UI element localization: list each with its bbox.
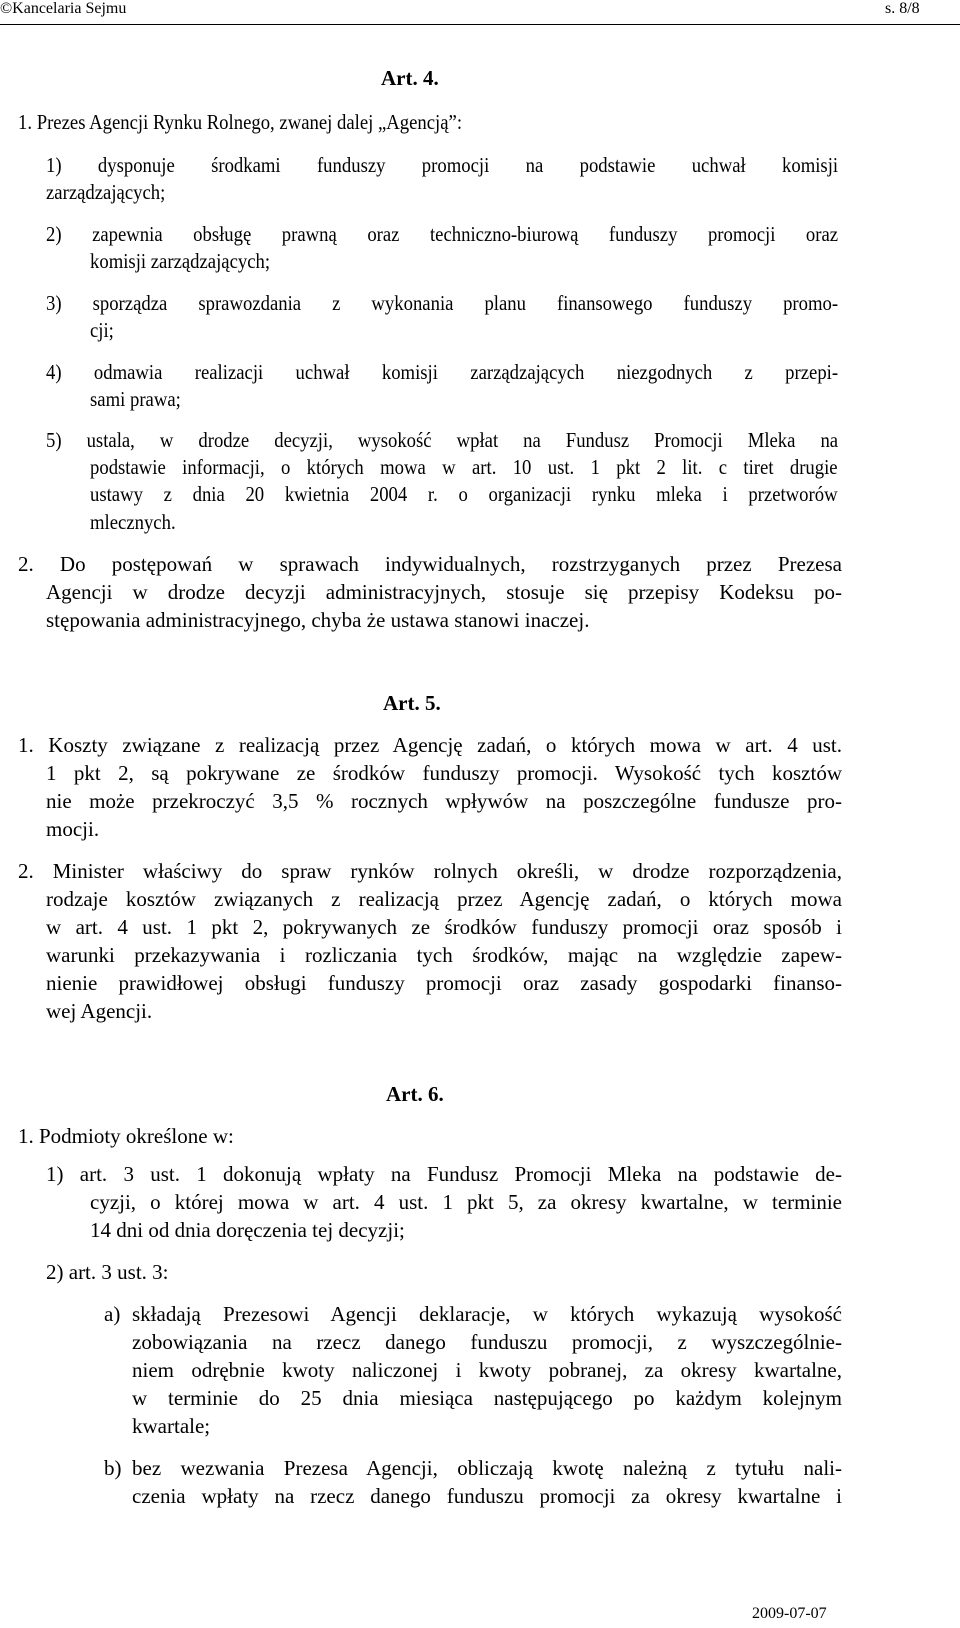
art5-p2-line: wej Agencji. bbox=[46, 999, 153, 1023]
art5-p2-line: nienie prawidłowej obsługi funduszy promocji oraz zasady gospodarki finanso- bbox=[46, 971, 842, 995]
art6-subitem-a-line: zobowiązania na rzecz danego funduszu promocji, z wyszczególnie- bbox=[132, 1330, 842, 1354]
art4-item1-line: zarządzających; bbox=[46, 180, 166, 204]
art4-p2-line: 2. Do postępowań w sprawach indywidualnych, rozstrzyganych przez Prezesa bbox=[18, 552, 842, 576]
art6-subitem-b-marker: b) bbox=[104, 1456, 122, 1480]
art4-p1-line: 1. Prezes Agencji Rynku Rolnego, zwanej dalej „Agencją”: bbox=[18, 110, 463, 134]
art4-item5-line: podstawie informacji, o których mowa w art. 10 ust. 1 pkt 2 lit. c tiret drugie bbox=[90, 455, 838, 479]
art6-item1-line: cyzji, o której mowa w art. 4 ust. 1 pkt 5, za okresy kwartalne, w terminie bbox=[90, 1190, 842, 1214]
art5-heading: Art. 5. bbox=[383, 691, 441, 715]
art4-item5-line: ustawy z dnia 20 kwietnia 2004 r. o organizacji rynku mleka i przetworów bbox=[90, 482, 838, 506]
art5-p2-line: warunki przekazywania i rozliczania tych środków, mając na względzie zapew- bbox=[46, 943, 842, 967]
art6-subitem-a-marker: a) bbox=[104, 1302, 121, 1326]
art4-p2-line: stępowania administracyjnego, chyba że ustawa stanowi inaczej. bbox=[46, 608, 590, 632]
art6-subitem-a-line: niem odrębnie kwoty naliczonej i kwoty pobranej, za okresy kwartalne, bbox=[132, 1358, 842, 1382]
art5-p1-line: nie może przekroczyć 3,5 % rocznych wpływów na poszczególne fundusze pro- bbox=[46, 789, 842, 813]
art6-subitem-b-line: bez wezwania Prezesa Agencji, obliczają kwotę należną z tytułu nali- bbox=[132, 1456, 842, 1480]
art4-heading: Art. 4. bbox=[381, 66, 439, 90]
art5-p1-line: mocji. bbox=[46, 817, 100, 841]
header-rule bbox=[0, 24, 960, 25]
art4-item2-line: komisji zarządzających; bbox=[90, 249, 271, 273]
art6-item2-line: 2) art. 3 ust. 3: bbox=[46, 1260, 169, 1284]
art4-item4-line: 4) odmawia realizacji uchwał komisji zarządzających niezgodnych z przepi- bbox=[46, 360, 839, 384]
header-left: ©Kancelaria Sejmu bbox=[0, 0, 127, 17]
art4-item5-line: 5) ustala, w drodze decyzji, wysokość wpłat na Fundusz Promocji Mleka na bbox=[46, 428, 839, 452]
art6-item1-line: 1) art. 3 ust. 1 dokonują wpłaty na Fundusz Promocji Mleka na podstawie de- bbox=[46, 1162, 842, 1186]
art6-subitem-a-line: składają Prezesowi Agencji deklaracje, w których wykazują wysokość bbox=[132, 1302, 842, 1326]
art5-p1-line: 1. Koszty związane z realizacją przez Agencję zadań, o których mowa w art. 4 ust. bbox=[18, 733, 842, 757]
art5-p1-line: 1 pkt 2, są pokrywane ze środków funduszy promocji. Wysokość tych kosztów bbox=[46, 761, 842, 785]
art5-p2-line: w art. 4 ust. 1 pkt 2, pokrywanych ze środków funduszy promocji oraz sposób i bbox=[46, 915, 842, 939]
art4-item5-line: mlecznych. bbox=[90, 510, 176, 534]
art6-heading: Art. 6. bbox=[386, 1082, 444, 1106]
art6-p1-intro: 1. Podmioty określone w: bbox=[18, 1124, 234, 1148]
art6-subitem-b-line: czenia wpłaty na rzecz danego funduszu promocji za okresy kwartalne i bbox=[132, 1484, 842, 1508]
art6-subitem-a-line: kwartale; bbox=[132, 1414, 211, 1438]
art4-item4-line: sami prawa; bbox=[90, 387, 181, 411]
art6-subitem-a-line: w terminie do 25 dnia miesiąca następującego po każdym kolejnym bbox=[132, 1386, 842, 1410]
art4-item1-line: 1) dysponuje środkami funduszy promocji na podstawie uchwał komisji bbox=[46, 153, 839, 177]
art4-item3-line: 3) sporządza sprawozdania z wykonania planu finansowego funduszy promo- bbox=[46, 291, 839, 315]
art5-p2-line: 2. Minister właściwy do spraw rynków rolnych określi, w drodze rozporządzenia, bbox=[18, 859, 842, 883]
art4-item2-line: 2) zapewnia obsługę prawną oraz techniczno-biurową funduszy promocji oraz bbox=[46, 222, 839, 246]
page-number: s. 8/8 bbox=[885, 0, 920, 17]
footer-date: 2009-07-07 bbox=[752, 1605, 827, 1622]
art4-p2-line: Agencji w drodze decyzji administracyjnych, stosuje się przepisy Kodeksu po- bbox=[46, 580, 842, 604]
art5-p2-line: rodzaje kosztów związanych z realizacją przez Agencję zadań, o których mowa bbox=[46, 887, 842, 911]
art6-item1-line: 14 dni od dnia doręczenia tej decyzji; bbox=[90, 1218, 405, 1242]
art4-item3-line: cji; bbox=[90, 318, 114, 342]
